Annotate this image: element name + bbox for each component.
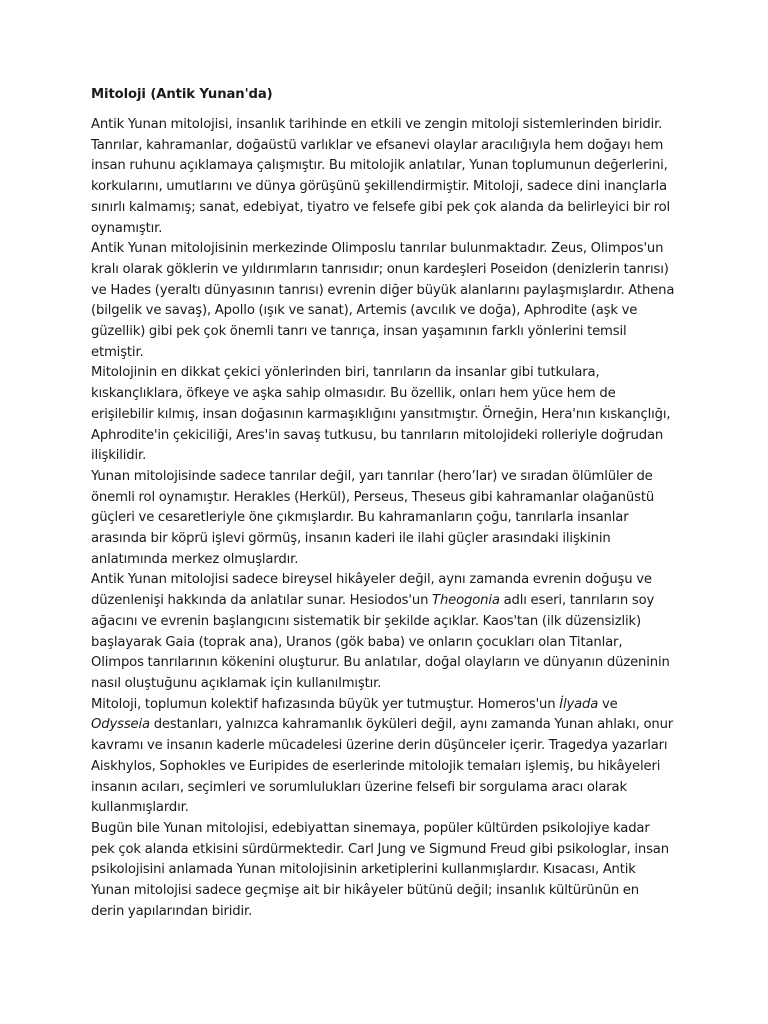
paragraph bbox=[91, 695, 675, 819]
text-run: ve bbox=[598, 696, 618, 712]
paragraph bbox=[91, 363, 675, 467]
text-run: Bugün bile Yunan mitolojisi, edebiyattan sinemaya, popüler kültürden psikolojiye kadar pek çok alanda etkisini sürdürmektedir. Carl Jung ve Sigmund Freud gibi psikologlar, insan psikolojisini anlamada Yunan mitolojisinin arketiplerini kullanmışlardır. Kısacası, Antik Yunan mitolojisi sadece geçmişe ait bir hikâyeler bütünü değil; insanlık kültürünün en derin yapılarından biridir. bbox=[91, 820, 669, 919]
text-run: adlı eseri, tanrıların soy ağacını ve evrenin başlangıcını sistematik bir şekilde açıklar. Kaos'tan (ilk düzensizlik) başlayarak Gaia (toprak ana), Uranos (gök baba) ve onların çocukları olan Titanlar, Olimpos tanrılarının kökenini oluşturur. Bu anlatılar, doğal olayların ve dünyanın düzeninin nasıl oluştuğunu açıklamak için kullanılmıştır. bbox=[91, 593, 670, 691]
italic-title: İlyada bbox=[559, 696, 599, 712]
text-run: Mitolojinin en dikkat çekici yönlerinden biri, tanrıların da insanlar gibi tutkulara, kıskançlıklara, öfkeye ve aşka sahip olmasıdır. Bu özellik, onları hem yüce hem de erişilebilir kılmış, insan doğasının karmaşıklığını yansıtmıştır. Örneğin, Hera'nın kıskançlığı, Aphrodite'in çekiciliği, Ares'in savaş tutkusu, bu tanrıların mitolojideki rolleriyle doğrudan ilişkilidir. bbox=[91, 365, 671, 464]
italic-title: Odysseia bbox=[91, 717, 150, 733]
document-body bbox=[91, 115, 675, 922]
text-run: Antik Yunan mitolojisi, insanlık tarihinde en etkili ve zengin mitoloji sistemlerinden biridir. Tanrılar, kahramanlar, doğaüstü varlıklar ve efsanevi olaylar aracılığıyla hem doğayı hem insan ruhunu açıklamaya çalışmıştır. Bu mitolojik anlatılar, Yunan toplumunun değerlerini, korkularını, umutlarını ve dünya görüşünü şekillendirmiştir. Mitoloji, sadece dini inançlarla sınırlı kalmamış; sanat, edebiyat, tiyatro ve felsefe gibi pek çok alanda da belirleyici bir rol oynamıştır. bbox=[91, 117, 671, 236]
text-run: destanları, yalnızca kahramanlık öyküleri değil, aynı zamanda Yunan ahlakı, onur kavramı ve insanın kaderle mücadelesi üzerine derin düşünceler içerir. Tragedya yazarları Aiskhylos, Sophokles ve Euripides de eserlerinde mitolojik temaları işlemiş, bu hikâyeleri insanın acıları, seçimleri ve sorumlulukları üzerine felsefi bir sorgulama aracı olarak kullanmışlardır. bbox=[91, 717, 674, 816]
document-title: Mitoloji (Antik Yunan'da) bbox=[91, 87, 273, 102]
paragraph bbox=[91, 819, 675, 923]
paragraph bbox=[91, 570, 675, 694]
italic-title: Theogonia bbox=[432, 593, 500, 609]
paragraph bbox=[91, 467, 675, 571]
paragraph bbox=[91, 115, 675, 239]
document-page bbox=[91, 85, 675, 922]
text-run: Yunan mitolojisinde sadece tanrılar değil, yarı tanrılar (hero’lar) ve sıradan ölümlüler de önemli rol oynamıştır. Herakles (Herkül), Perseus, Theseus gibi kahramanlar olağanüstü güçleri ve cesaretleriyle öne çıkmışlardır. Bu kahramanların çoğu, tanrılarla insanlar arasında bir köprü işlevi görmüş, insanın kaderi ile ilahi güçler arasındaki ilişkinin anlatımında merkez olmuşlardır. bbox=[91, 468, 655, 567]
text-run: Antik Yunan mitolojisi sadece bireysel hikâyeler değil, aynı zamanda evrenin doğuşu ve düzenlenişi hakkında da anlatılar sunar. Hesiodos'un bbox=[91, 572, 652, 609]
paragraph bbox=[91, 239, 675, 363]
text-run: Mitoloji, toplumun kolektif hafızasında büyük yer tutmuştur. Homeros'un bbox=[91, 696, 560, 712]
text-run: Antik Yunan mitolojisinin merkezinde Olimposlu tanrılar bulunmaktadır. Zeus, Olimpos'un kralı olarak göklerin ve yıldırımların tanrısıdır; onun kardeşleri Poseidon (denizlerin tanrısı) ve Hades (yeraltı dünyasının tanrısı) evrenin diğer büyük alanlarını paylaşmışlardır. Athena (bilgelik ve savaş), Apollo (ışık ve sanat), Artemis (avcılık ve doğa), Aphrodite (aşk ve güzellik) gibi pek çok önemli tanrı ve tanrıça, insan yaşamının farklı yönlerini temsil etmiştir. bbox=[91, 241, 675, 360]
